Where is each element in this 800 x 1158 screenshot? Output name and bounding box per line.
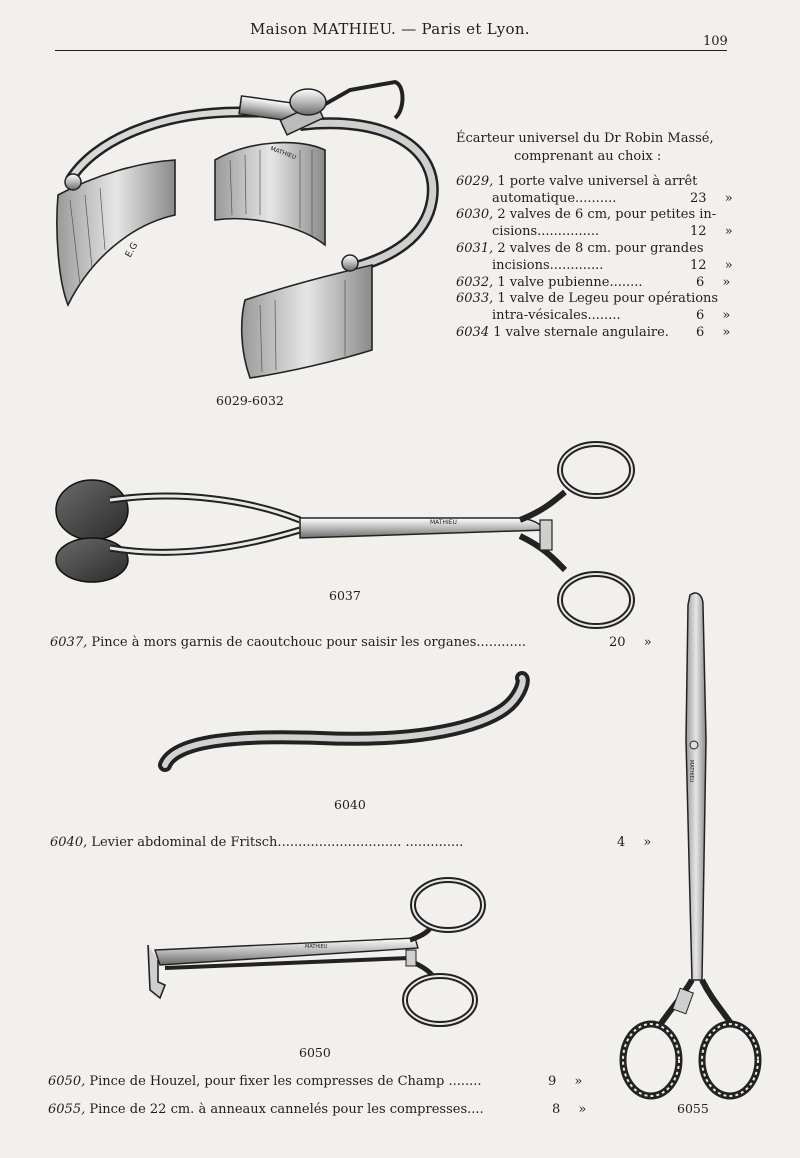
pince-6037-stamp: MATHIEU — [430, 519, 457, 526]
ecarteur-item-6029-cont — [492, 191, 616, 206]
ecarteur-item-6029 — [456, 174, 697, 189]
item-unit: » — [722, 325, 731, 340]
page-number: 109 — [703, 34, 728, 49]
item-ref: 6034 — [456, 325, 490, 340]
pince-6055-entry — [48, 1102, 484, 1117]
pince-6055-price — [552, 1102, 586, 1117]
ecarteur-item-6033 — [456, 291, 718, 306]
pince-6050-illustration — [148, 880, 483, 1024]
item-unit: » — [724, 191, 733, 206]
levier-6040-figure-label: 6040 — [334, 797, 366, 812]
ecarteur-engraver-mark: E.G — [123, 241, 141, 260]
ecarteur-item-6029-price — [690, 191, 733, 206]
item-unit: » — [724, 224, 733, 239]
ecarteur-item-6034-price — [696, 325, 730, 340]
pince-6037-entry — [50, 635, 526, 650]
pince-6037-price — [609, 635, 652, 650]
item-price: 23 — [690, 191, 707, 206]
pince-6037-figure-label: 6037 — [329, 588, 361, 603]
ecarteur-item-6034 — [456, 325, 669, 340]
ecarteur-item-6032 — [456, 275, 643, 290]
item-price: 6 — [696, 308, 705, 323]
item-ref: 6031, — [456, 241, 494, 256]
item-text: 1 valve de Legeu pour opérations — [497, 291, 719, 306]
item-unit: » — [722, 275, 731, 290]
item-text-cont: automatique.......... — [492, 191, 617, 206]
item-ref: 6029, — [456, 174, 494, 189]
item-price: 6 — [696, 325, 705, 340]
item-text-cont: intra-vésicales........ — [492, 308, 621, 323]
pince-6050-figure-label: 6050 — [299, 1045, 331, 1060]
ecarteur-item-6030-price — [690, 224, 733, 239]
ecarteur-item-6031-cont — [492, 258, 603, 273]
entry-unit: » — [643, 635, 652, 650]
item-unit: » — [724, 258, 733, 273]
ecarteur-item-6033-cont — [492, 308, 621, 323]
item-text-cont: cisions............... — [492, 224, 600, 239]
entry-price: 4 — [617, 835, 626, 850]
levier-6040-entry — [50, 835, 463, 850]
entry-ref: 6037, — [50, 635, 88, 650]
entry-text: Pince de Houzel, pour fixer les compresses de Champ ........ — [89, 1074, 482, 1089]
item-ref: 6030, — [456, 207, 494, 222]
ecarteur-item-6033-price — [696, 308, 730, 323]
entry-text: Levier abdominal de Fritsch.............................. .............. — [91, 835, 464, 850]
pince-6050-entry — [48, 1074, 482, 1089]
pince-6050-stamp: MATHIEU — [305, 944, 328, 950]
item-price: 12 — [690, 258, 707, 273]
entry-price: 8 — [552, 1102, 561, 1117]
pince-6055-figure-label: 6055 — [677, 1101, 709, 1116]
pince-6055-stamp: MATHIEU — [688, 760, 694, 783]
entry-unit: » — [578, 1102, 587, 1117]
ecarteur-stamp: MATHIEU — [269, 145, 298, 162]
item-text: 2 valves de 6 cm, pour petites in- — [497, 207, 717, 222]
item-unit: » — [722, 308, 731, 323]
ecarteur-item-6031-price — [690, 258, 733, 273]
entry-ref: 6040, — [50, 835, 88, 850]
item-text: 2 valves de 8 cm. pour grandes — [497, 241, 704, 256]
item-text-cont: incisions............. — [492, 258, 604, 273]
levier-6040-illustration — [165, 678, 523, 765]
item-ref: 6033, — [456, 291, 494, 306]
item-price: 12 — [690, 224, 707, 239]
page-header-title: Maison MATHIEU. — Paris et Lyon. — [250, 20, 530, 38]
entry-ref: 6055, — [48, 1102, 86, 1117]
entry-text: Pince à mors garnis de caoutchouc pour saisir les organes............ — [91, 635, 527, 650]
ecarteur-heading-line1: Écarteur universel du Dr Robin Massé, — [456, 131, 714, 146]
item-text: 1 porte valve universel à arrêt — [497, 174, 698, 189]
ecarteur-item-6031 — [456, 241, 704, 256]
pince-6050-price — [548, 1074, 582, 1089]
ecarteur-item-6030 — [456, 207, 716, 222]
item-text: 1 valve pubienne........ — [497, 275, 643, 290]
ecarteur-figure-label: 6029-6032 — [216, 393, 284, 408]
entry-unit: » — [574, 1074, 583, 1089]
item-price: 6 — [696, 275, 705, 290]
entry-unit: » — [643, 835, 652, 850]
ecarteur-heading-line2: comprenant au choix : — [514, 149, 662, 164]
entry-price: 20 — [609, 635, 626, 650]
item-ref: 6032, — [456, 275, 494, 290]
levier-6040-price — [617, 835, 651, 850]
ecarteur-item-6032-price — [696, 275, 730, 290]
entry-text: Pince de 22 cm. à anneaux cannelés pour les compresses.... — [89, 1102, 484, 1117]
entry-price: 9 — [548, 1074, 557, 1089]
ecarteur-retractor-illustration — [57, 82, 433, 378]
item-text: 1 valve sternale angulaire. — [493, 325, 669, 340]
ecarteur-item-6030-cont — [492, 224, 599, 239]
entry-ref: 6050, — [48, 1074, 86, 1089]
